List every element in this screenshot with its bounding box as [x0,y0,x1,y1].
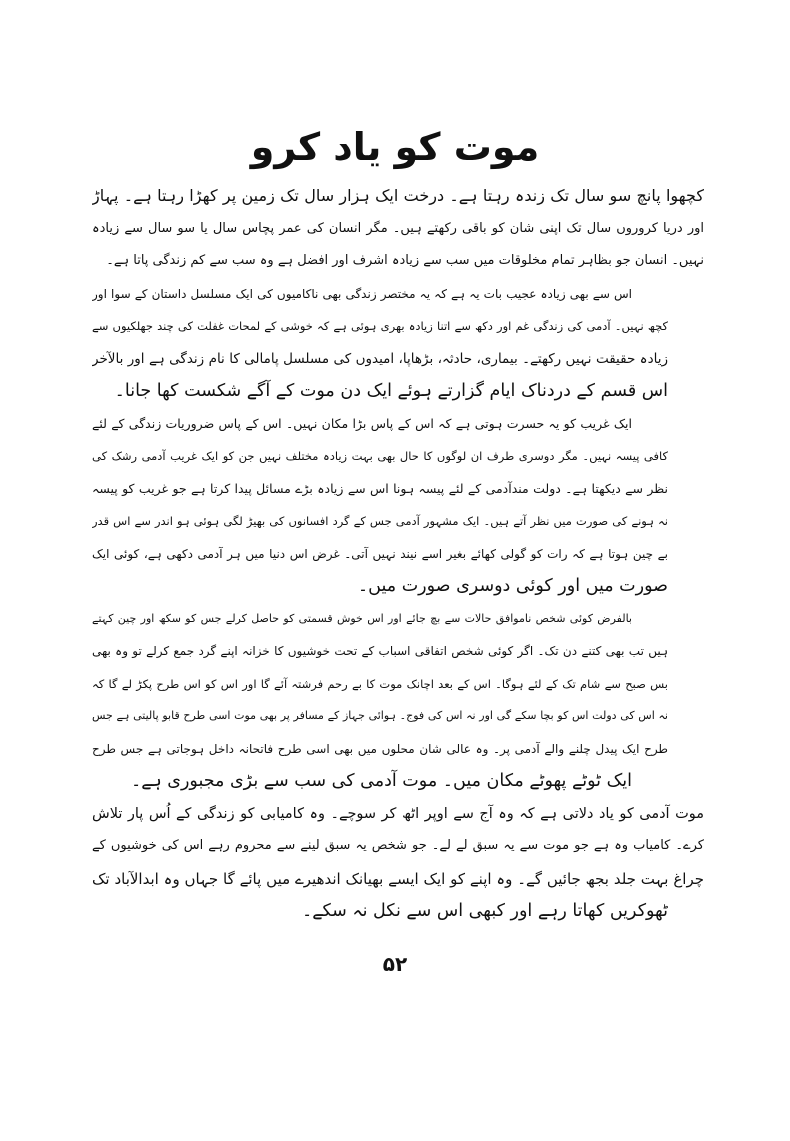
paragraph [92,278,704,408]
page-title: موت کو یاد کرو [250,125,540,169]
paragraph [92,180,704,278]
text-line: نہیں۔ انسان جو بظاہر تمام مخلوقات میں سب سے زیادہ اشرف اور افضل ہے وہ سب سے کم زندگی پاتا ہے۔ [106,253,704,268]
text-line: نظر سے دیکھتا ہے۔ دولت مندآدمی کے لئے پیسہ ہونا اس سے زیادہ بڑے مسائل پیدا کرتا ہے جو غریب کو پیسہ [92,480,668,496]
text-line: اس قسم کے دردناک ایام گزارتے ہوئے ایک دن موت کے آگے شکست کھا جانا۔ [114,381,668,401]
text-line: ٹھوکریں کھاتا رہے اور کبھی اس سے نکل نہ سکے۔ [301,901,668,921]
text-line: صورت میں اور کوئی دوسری صورت میں۔ [357,576,668,596]
text-line: طرح ایک پیدل چلنے والے آدمی پر۔ وہ عالی شان محلوں میں بھی اسی طرح فاتحانہ داخل ہوجاتی ہے جس طرح [92,741,668,756]
text-line: کچھوا پانچ سو سال تک زندہ رہتا ہے۔ درخت ایک ہزار سال تک زمین پر کھڑا رہتا ہے۔ پہاڑ [92,186,704,205]
text-line: نہ ہونے کی صورت میں نظر آتے ہیں۔ ایک مشہور آدمی جس کے گرد افسانوں کی بھیڑ لگی ہوئی ہو اندر سے اس قدر [92,514,668,528]
text-line: کرے۔ کامیاب وہ ہے جو موت سے یہ سبق لے لے۔ جو شخص یہ سبق لینے سے محروم رہے اس کی خوشیوں کے [92,838,704,853]
text-line: بے چین ہوتا ہے کہ رات کو گولی کھائے بغیر اسے نیند نہیں آتی۔ غرض اس دنیا میں ہر آدمی دکھی ہے، کوئی ایک [92,546,668,561]
text-line: بس صبح سے شام تک کے لئے ہوگا۔ اس کے بعد اچانک موت کا بے رحم فرشتہ آئے گا اور اس کو اس طرح پکڑ لے گا کہ [92,676,668,691]
text-line: چراغ بہت جلد بجھ جائیں گے۔ وہ اپنے کو ایک ایسے بھیانک اندھیرے میں پائے گا جہاں وہ ابدالآباد تک [92,869,704,888]
text-line: ایک ٹوٹے پھوٹے مکان میں۔ موت آدمی کی سب سے بڑی مجبوری ہے۔ [130,771,632,791]
text-line: ایک غریب کو یہ حسرت ہوتی ہے کہ اس کے پاس بڑا مکان نہیں۔ اس کے پاس ضروریات زندگی کے لئے [92,415,632,431]
text-line: اس سے بھی زیادہ عجیب بات یہ ہے کہ یہ مختصر زندگی بھی ناکامیوں کی ایک مسلسل داستان کے سوا اور [92,286,632,301]
text-line: ہیں تب بھی کتنے دن تک۔ اگر کوئی شخص اتفاقی اسباب کے تحت خوشیوں کا خزانہ اپنے گرد جمع کرلے تو وہ بھی [92,644,668,658]
text-line: زیادہ حقیقت نہیں رکھتے۔ بیماری، حادثہ، بڑھاپا، امیدوں کی مسلسل پامالی کا نام زندگی ہے اور بالآخر [92,350,668,367]
text-line: اور دریا کروروں سال تک اپنی شان کو باقی رکھتے ہیں۔ مگر انسان کی عمر پچاس سال یا سو سال سے زیادہ [92,220,704,236]
text-line: کافی پیسہ نہیں۔ مگر دوسری طرف ان لوگوں کا حال بھی بہت زیادہ مختلف نہیں جن کو ایک غریب آدمی رشک کی [92,449,668,463]
text-line: موت آدمی کو یاد دلاتی ہے کہ وہ آج سے اوپر اٹھ کر سوچے۔ وہ کامیابی کو زندگی کے اُس پار تلاش [92,805,704,822]
body-text [92,180,704,928]
text-line: کچھ نہیں۔ آدمی کی زندگی غم اور دکھ سے اتنا زیادہ بھری ہوئی ہے کہ خوشی کے لمحات غفلت کی چند جھلکیوں سے [92,319,668,333]
paragraph [92,798,704,928]
page-number: ۵۲ [382,952,408,976]
paragraph [92,408,704,603]
paragraph [92,603,704,798]
text-line: نہ اس کی دولت اس کو بچا سکے گی اور نہ اس کی فوج۔ ہوائی جہاز کے مسافر پر بھی موت اسی طرح قابو پالیتی ہے جس [92,709,668,722]
text-line: بالفرض کوئی شخص ناموافق حالات سے بچ جائے اور اس خوش قسمتی کو حاصل کرلے جس کو سکھ اور چین کہتے [92,611,632,625]
